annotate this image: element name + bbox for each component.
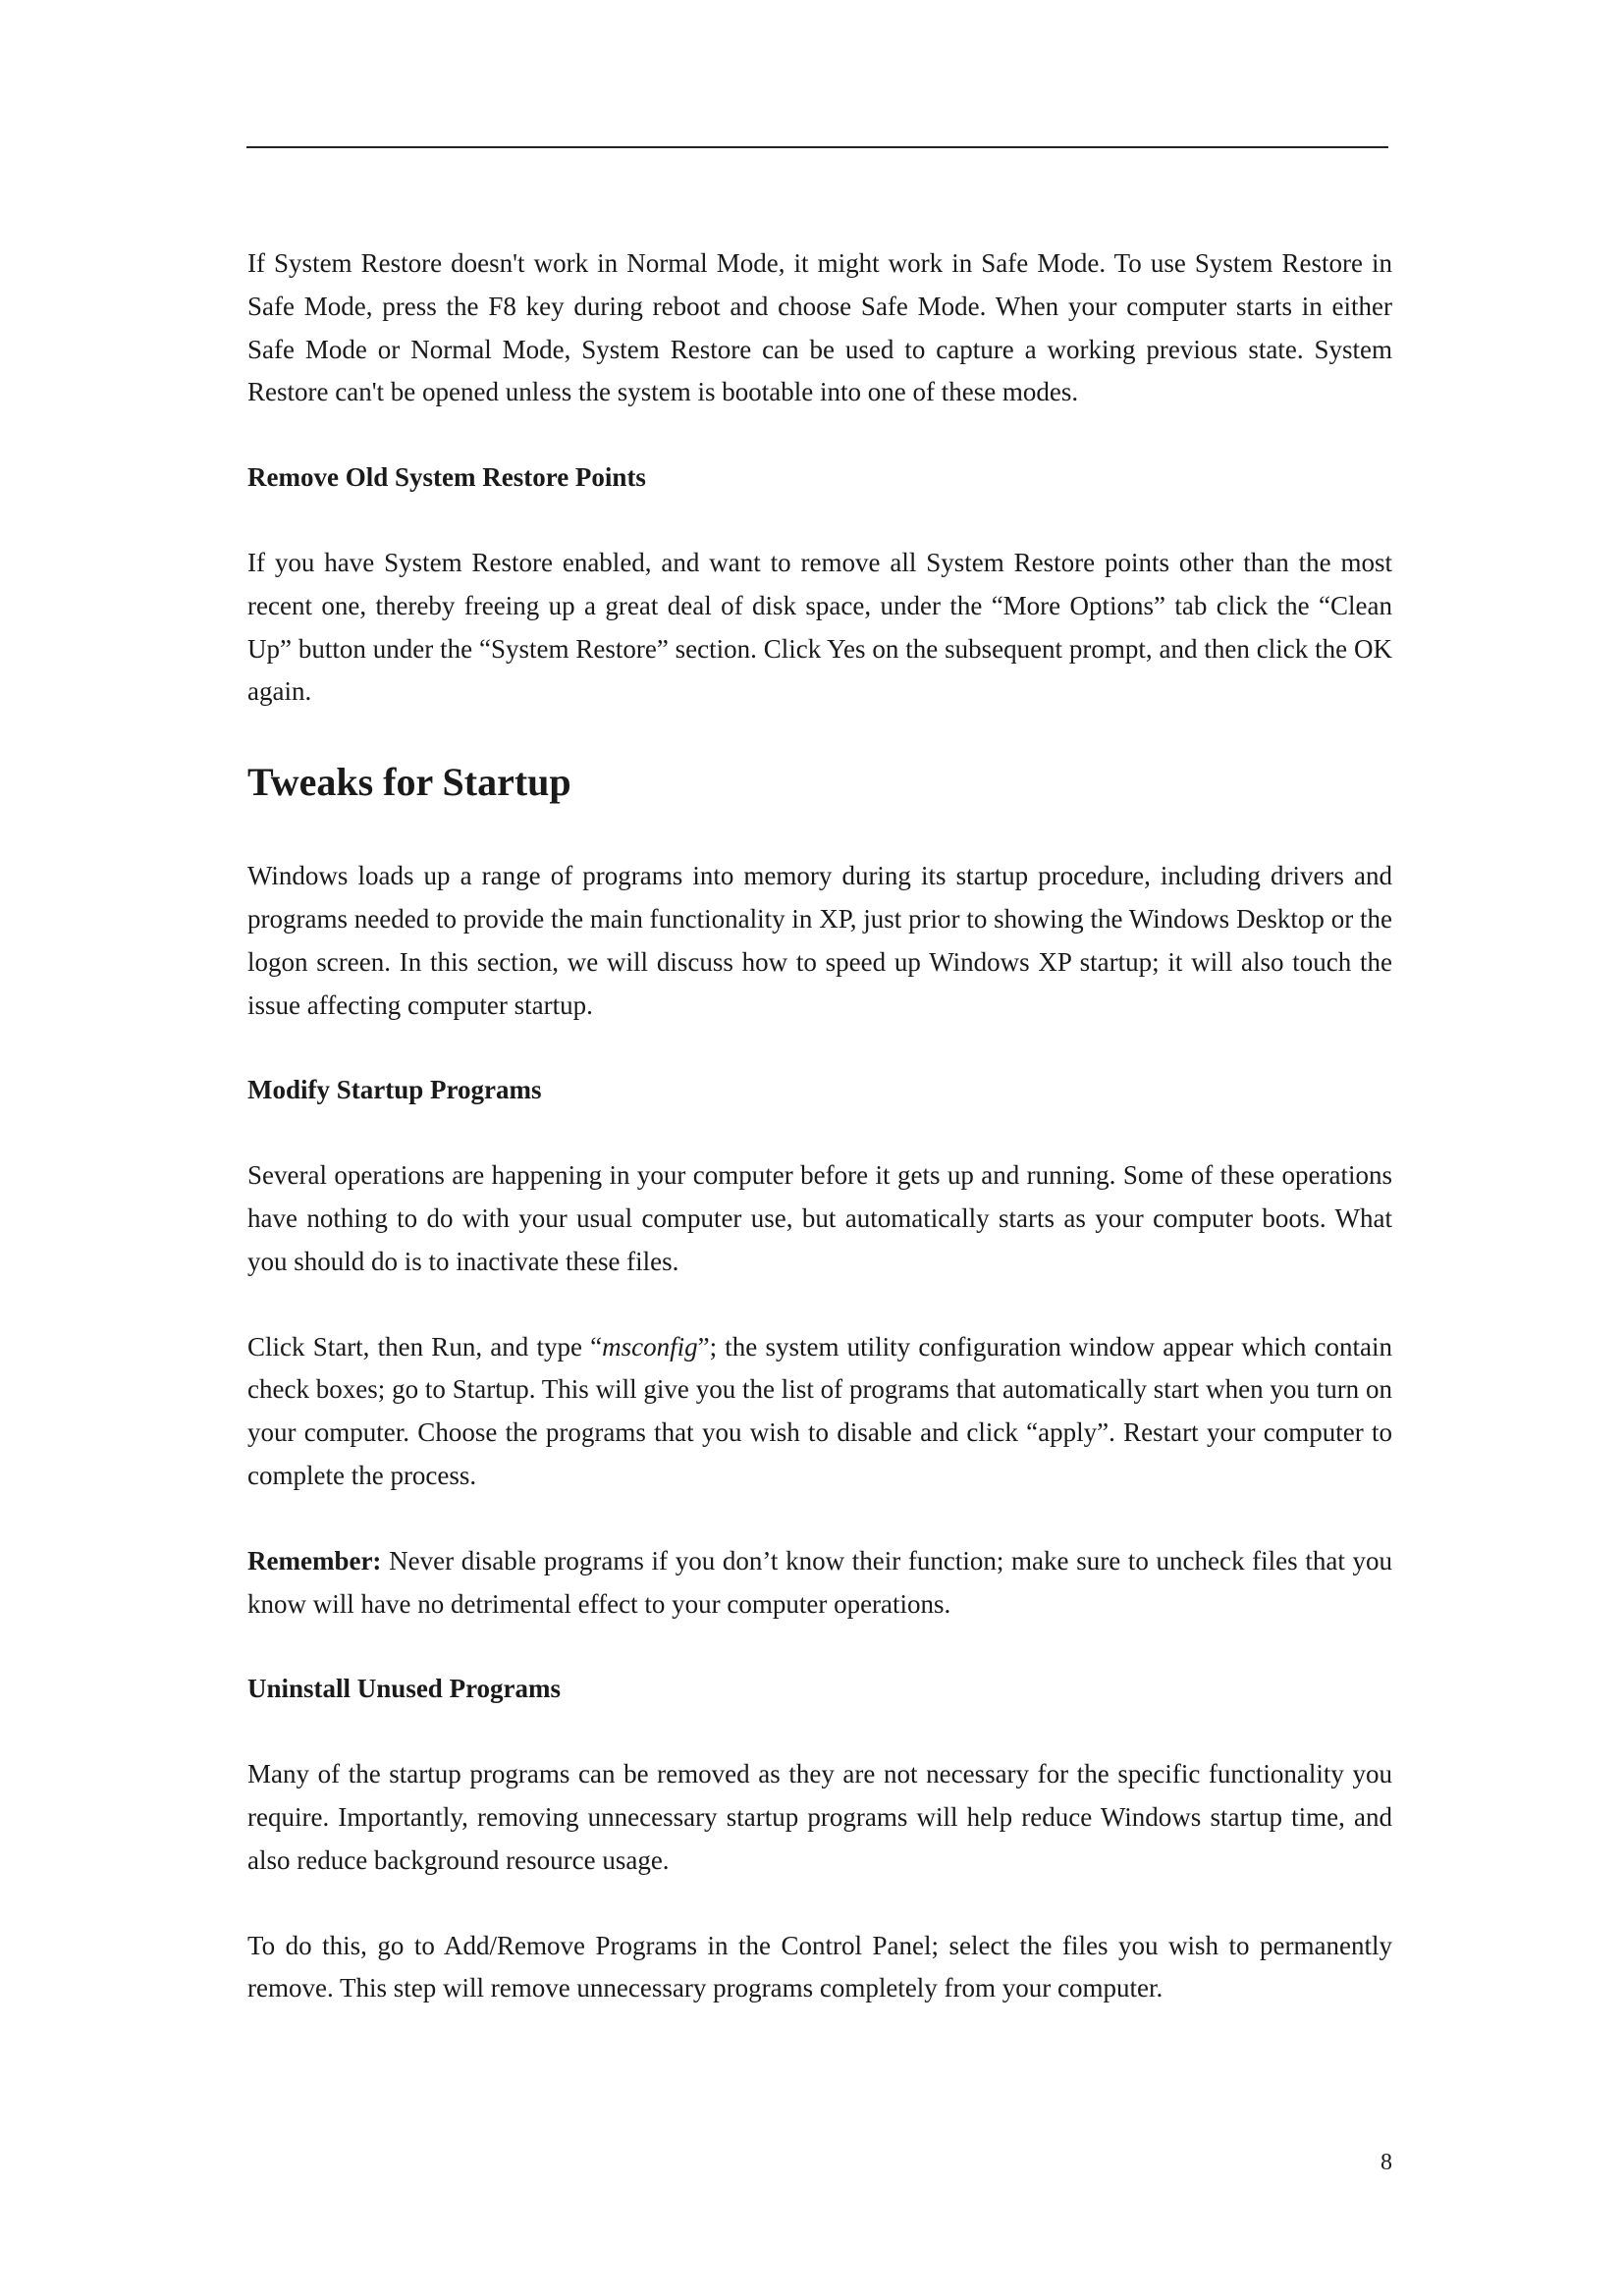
heading-tweaks-for-startup: Tweaks for Startup bbox=[247, 760, 571, 805]
msconfig-text-before: Click Start, then Run, and type “ bbox=[247, 1331, 603, 1362]
heading-uninstall-unused-programs: Uninstall Unused Programs bbox=[247, 1674, 562, 1704]
paragraph-several-operations: Several operations are happening in your computer before it gets up and running. Some of these operations have nothing to do with your usual computer use, but automatically starts as your computer boots. What you should do is to inactivate these files. bbox=[247, 1160, 1392, 1276]
msconfig-command: msconfig bbox=[602, 1331, 698, 1362]
heading-modify-startup-programs: Modify Startup Programs bbox=[247, 1075, 542, 1105]
paragraph-remove-restore-points: If you have System Restore enabled, and want to remove all System Restore points other than the most recent one, thereby freeing up a great deal of disk space, under the “More Options” tab click the “Clean Up” button under the “System Restore” section. Click Yes on the subsequent prompt, and then click the OK again. bbox=[247, 547, 1392, 707]
remember-text: Never disable programs if you don’t know their function; make sure to uncheck files that you know will have no detrimental effect to your computer operations. bbox=[247, 1545, 1392, 1619]
paragraph-msconfig bbox=[247, 1326, 1392, 1498]
paragraph-add-remove-programs: To do this, go to Add/Remove Programs in the Control Panel; select the files you wish to permanently remove. This step will remove unnecessary programs completely from your computer. bbox=[247, 1930, 1392, 2003]
paragraph-windows-loads: Windows loads up a range of programs into memory during its startup procedure, including drivers and programs needed to provide the main functionality in XP, just prior to showing the Windows Desktop or the logon screen. In this section, we will discuss how to speed up Windows XP startup; it will also touch the issue affecting computer startup. bbox=[247, 861, 1392, 1020]
page-content bbox=[247, 242, 1392, 2010]
msconfig-text-after: ”; the system utility configuration window appear which contain check boxes; go to Startup. This will give you the list of programs that automatically start when you turn on your computer. Choose the programs that you wish to disable and click “apply”. Restart your computer to complete the process. bbox=[247, 1331, 1392, 1490]
paragraph-many-startup-programs: Many of the startup programs can be removed as they are not necessary for the specific functionality you require. Importantly, removing unnecessary startup programs will help reduce Windows startup time, and also reduce background resource usage. bbox=[247, 1759, 1392, 1875]
heading-remove-restore-points: Remove Old System Restore Points bbox=[247, 462, 646, 493]
paragraph-safe-mode: If System Restore doesn't work in Normal Mode, it might work in Safe Mode. To use System Restore in Safe Mode, press the F8 key during reboot and choose Safe Mode. When your computer starts in either Safe Mode or Normal Mode, System Restore can be used to capture a working previous state. System Restore can't be opened unless the system is bootable into one of these modes. bbox=[247, 248, 1392, 407]
paragraph-remember bbox=[247, 1540, 1392, 1627]
remember-label: Remember: bbox=[247, 1545, 382, 1575]
page-number: 8 bbox=[1380, 2150, 1392, 2175]
header-rule bbox=[246, 146, 1388, 148]
